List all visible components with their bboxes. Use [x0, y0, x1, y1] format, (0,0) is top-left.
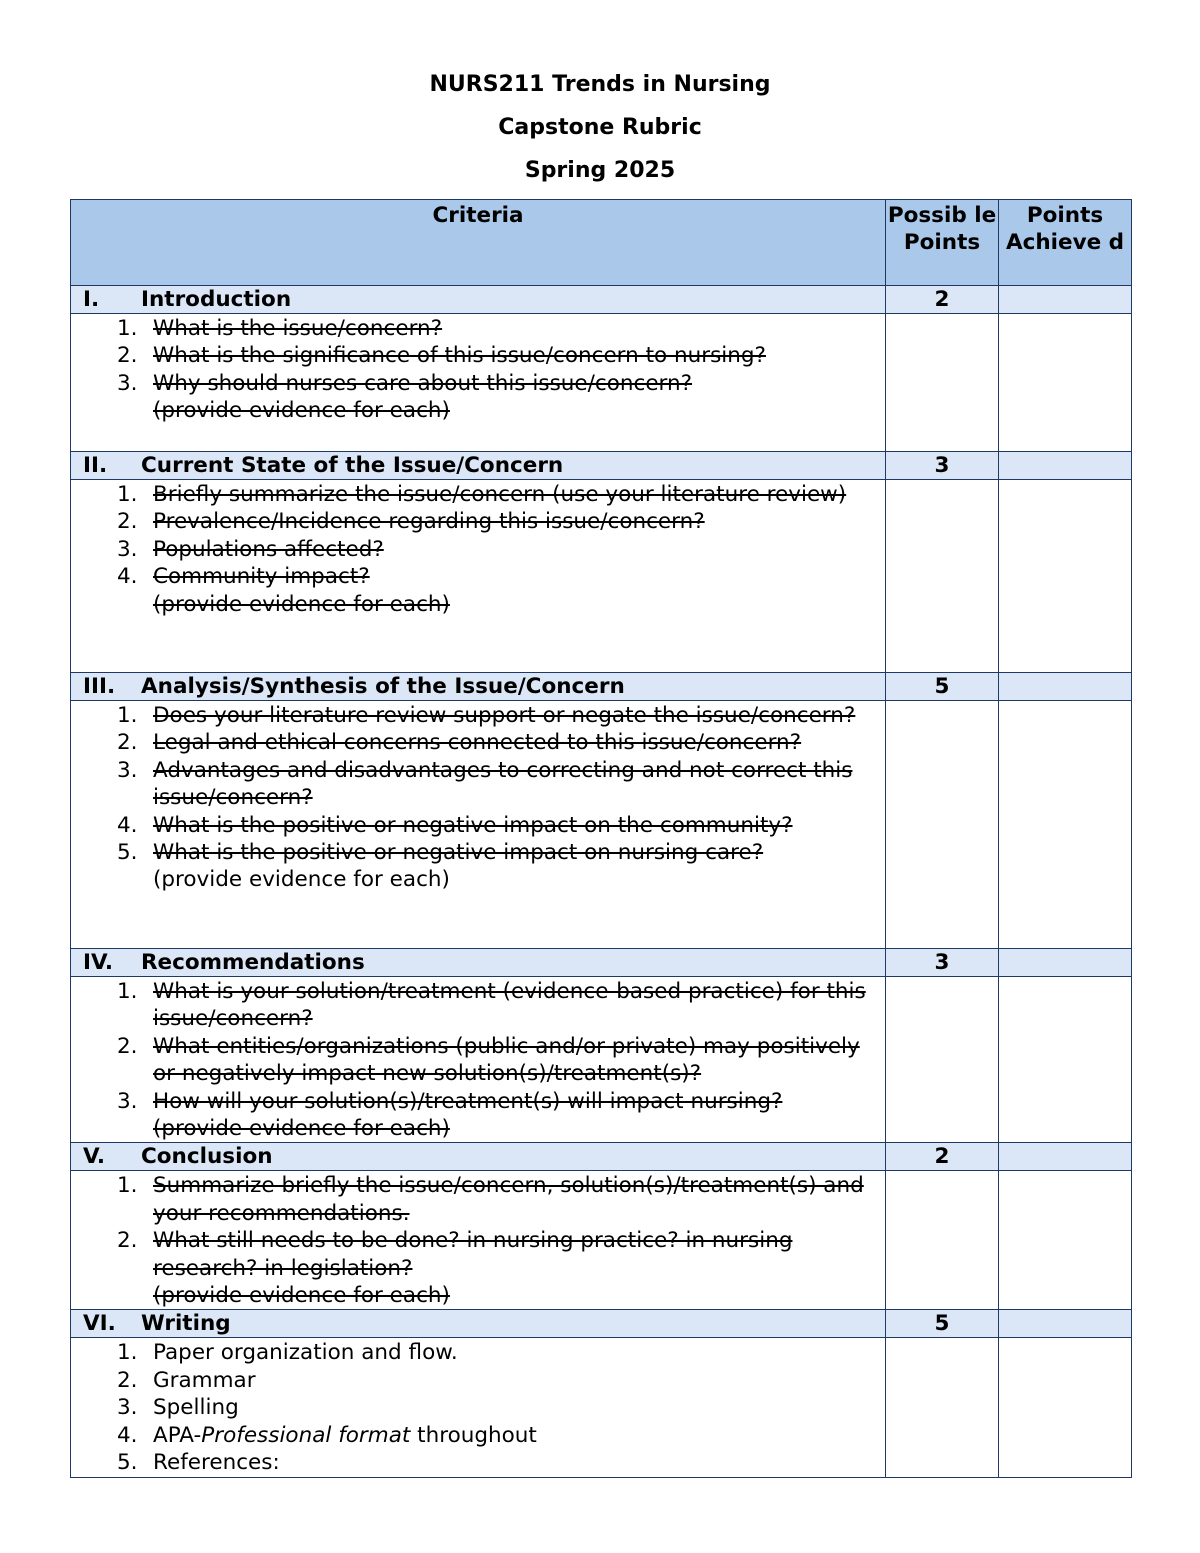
points-achieved-cell: [999, 673, 1132, 701]
section-number: III.: [83, 674, 116, 699]
possible-points-cell: [886, 1338, 999, 1477]
section-number: IV.: [83, 950, 114, 975]
points-achieved-cell: [999, 314, 1132, 452]
section-number: V.: [83, 1144, 106, 1170]
points-achieved-cell: [999, 1171, 1132, 1310]
points-achieved-header: Points Achieve d: [999, 200, 1132, 286]
list-item: 1. What is the issue/concern?: [117, 316, 443, 341]
section-items-row: [71, 1171, 1132, 1310]
points-achieved-cell: [999, 701, 1132, 949]
section-number: I.: [83, 287, 100, 312]
section-row: [71, 286, 1132, 314]
section-number: II.: [83, 453, 108, 478]
rubric-title: Capstone Rubric: [498, 115, 702, 140]
evidence-note: (provide evidence for each): [153, 867, 450, 893]
section-items-row: [71, 480, 1132, 673]
section-title: Conclusion: [141, 1144, 273, 1170]
list-item: 2. Legal and ethical concerns connected to this issue/concern?: [117, 730, 802, 756]
header-row: [71, 200, 1132, 286]
possible-points-cell: [886, 314, 999, 452]
section-items-row: [71, 701, 1132, 949]
criteria-list: [71, 481, 885, 591]
section-points: 5: [886, 673, 999, 701]
points-achieved-cell: [999, 480, 1132, 673]
course-title: NURS211 Trends in Nursing: [429, 72, 771, 97]
section-items-row: [71, 1338, 1132, 1477]
list-item: 2. Prevalence/Incidence regarding this issue/concern?: [117, 509, 705, 535]
section-points: 3: [886, 452, 999, 480]
section-row: [71, 673, 1132, 701]
section-title: Introduction: [141, 287, 292, 312]
criteria-list: [71, 978, 885, 1115]
criteria-header: Criteria: [71, 200, 886, 286]
list-item: 5. References:: [117, 1450, 280, 1476]
list-item: 4. Community impact?: [117, 564, 370, 590]
list-item: 4. What is the positive or negative impact on the community?: [117, 812, 793, 838]
rubric-table: [70, 199, 1132, 1478]
criteria-list: [71, 702, 885, 866]
list-item: 3. Advantages and disadvantages to correcting and not correct this issue/concern?: [117, 757, 853, 811]
list-item: 1. Does your literature review support or negate the issue/concern?: [117, 703, 856, 728]
section-points: 2: [886, 1143, 999, 1171]
list-item: 1. Summarize briefly the issue/concern, solution(s)/treatment(s) and your recommendations.: [117, 1173, 864, 1226]
section-items-row: [71, 314, 1132, 452]
list-item: 3. Why should nurses care about this issue/concern?: [117, 370, 693, 396]
section-row: [71, 452, 1132, 480]
section-number: VI.: [83, 1311, 116, 1337]
points-achieved-cell: [999, 949, 1132, 977]
section-items-row: [71, 977, 1132, 1143]
list-item: 1. Briefly summarize the issue/concern (use your literature review): [117, 482, 847, 507]
list-item: 3. Populations affected?: [117, 536, 384, 562]
section-points: 3: [886, 949, 999, 977]
list-item: 1. What is your solution/treatment (evidence-based practice) for this issue/concern?: [117, 979, 866, 1032]
section-row: [71, 1143, 1132, 1171]
list-item: 4. APA-Professional format throughout: [117, 1422, 537, 1448]
possible-points-header: Possib le Points: [886, 200, 999, 286]
list-item: 2. What still needs to be done? in nursing practice? in nursing research? in legislation?: [117, 1228, 793, 1281]
possible-points-cell: [886, 1171, 999, 1310]
points-achieved-cell: [999, 1310, 1132, 1338]
points-achieved-cell: [999, 1143, 1132, 1171]
list-item: 3. How will your solution(s)/treatment(s) will impact nursing?: [117, 1088, 783, 1114]
list-item: 1. Paper organization and flow.: [117, 1340, 458, 1366]
points-achieved-cell: [999, 286, 1132, 314]
evidence-note: (provide evidence for each): [153, 398, 450, 424]
section-title: Writing: [141, 1311, 231, 1337]
section-row: [71, 1310, 1132, 1338]
list-item: 3. Spelling: [117, 1395, 239, 1421]
list-item: 5. What is the positive or negative impact on nursing care?: [117, 840, 764, 866]
list-item: 2. What is the significance of this issue/concern to nursing?: [117, 343, 766, 369]
criteria-list: [71, 1339, 885, 1476]
possible-points-cell: [886, 480, 999, 673]
term-title: Spring 2025: [524, 158, 676, 183]
possible-points-cell: [886, 977, 999, 1143]
section-points: 5: [886, 1310, 999, 1338]
points-achieved-cell: [999, 1338, 1132, 1477]
evidence-note: (provide evidence for each): [153, 591, 450, 617]
possible-points-cell: [886, 701, 999, 949]
section-title: Recommendations: [141, 950, 365, 975]
section-row: [71, 949, 1132, 977]
section-title: Analysis/Synthesis of the Issue/Concern: [141, 674, 625, 699]
evidence-note: (provide evidence for each): [153, 1283, 450, 1309]
evidence-note: (provide evidence for each): [153, 1116, 450, 1142]
criteria-list: [71, 315, 885, 397]
points-achieved-cell: [999, 452, 1132, 480]
points-achieved-cell: [999, 977, 1132, 1143]
section-title: Current State of the Issue/Concern: [141, 453, 564, 478]
criteria-list: [71, 1172, 885, 1282]
list-item: 2. What entities/organizations (public and/or private) may positively or negatively impact new solution(s)/treatment(s)?: [117, 1033, 860, 1087]
section-points: 2: [886, 286, 999, 314]
list-item: 2. Grammar: [117, 1367, 256, 1393]
